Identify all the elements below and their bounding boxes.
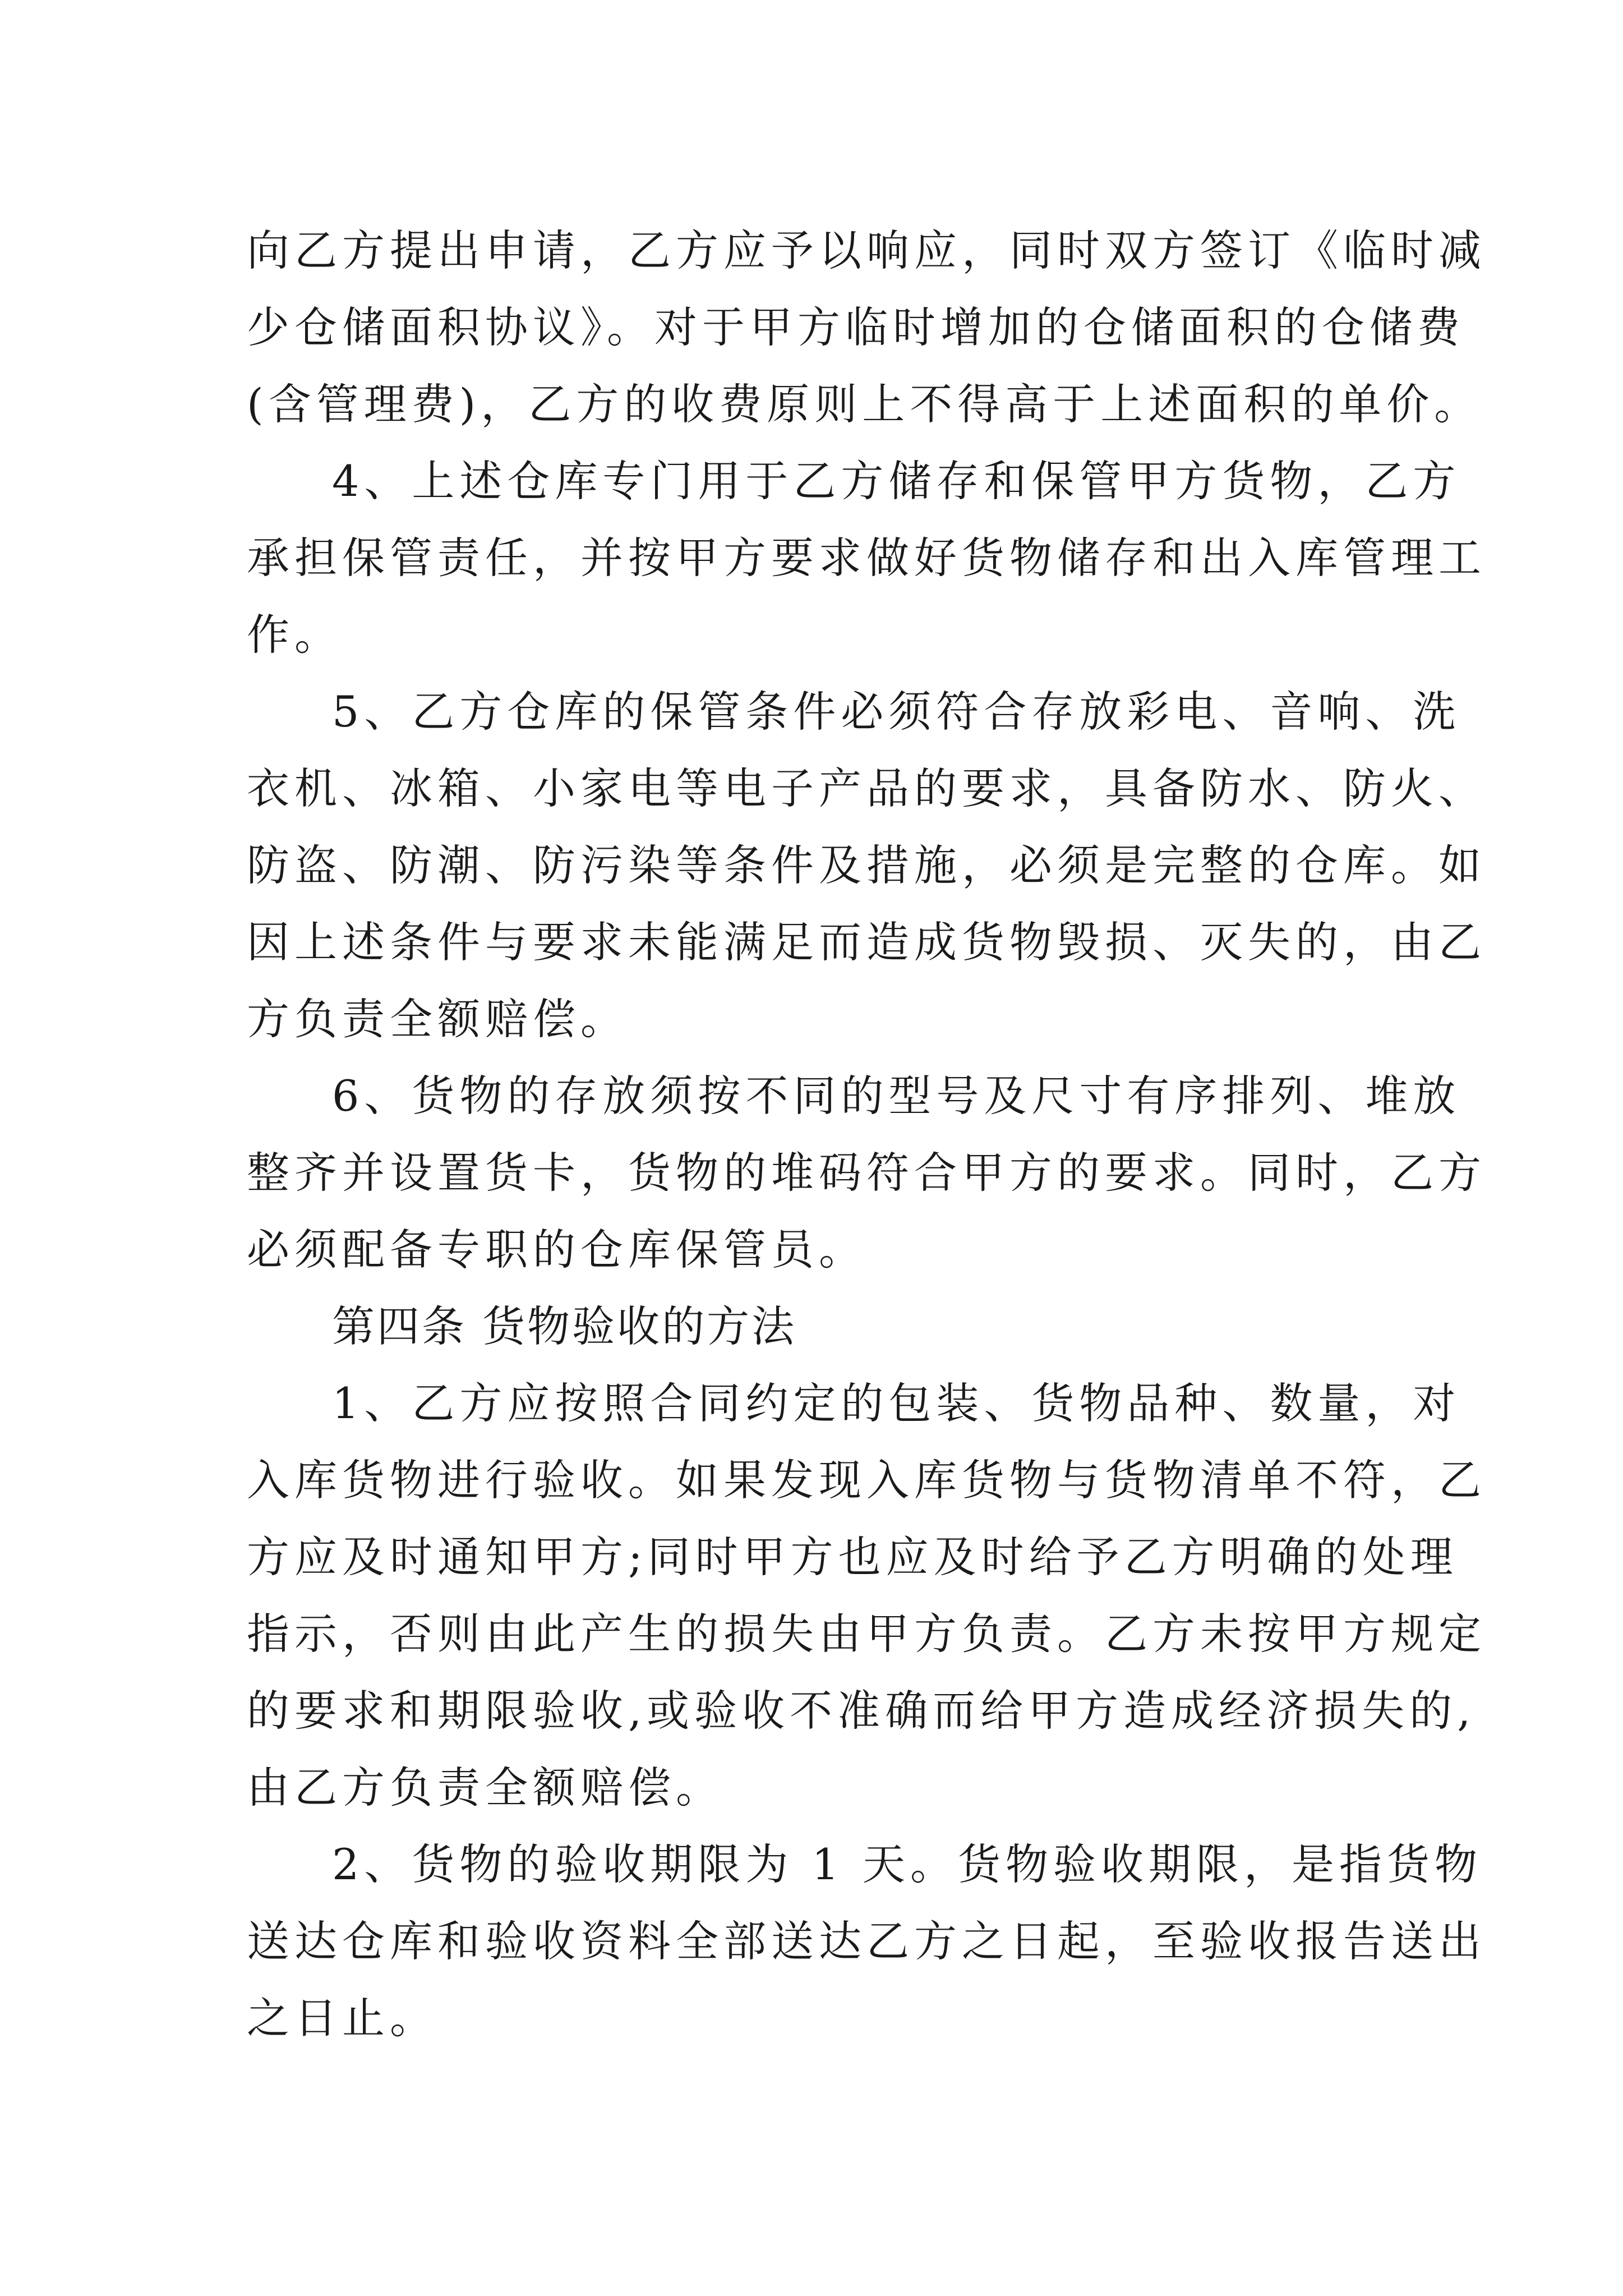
paragraph-line: 入库货物进行验收。如果发现入库货物与货物清单不符，乙 <box>247 1455 1486 1505</box>
paragraph-line: 防盗、防潮、防污染等条件及措施，必须是完整的仓库。如 <box>247 840 1486 890</box>
paragraph-line: 衣机、冰箱、小家电等电子产品的要求，具备防水、防火、 <box>247 763 1486 813</box>
paragraph-line: 6、货物的存放须按不同的型号及尺寸有序排列、堆放 <box>332 1071 1461 1121</box>
paragraph-line: (含管理费)，乙方的收费原则上不得高于上述面积的单价。 <box>247 379 1482 429</box>
paragraph-line: 少仓储面积协议》。对于甲方临时增加的仓储面积的仓储费 <box>247 302 1465 352</box>
paragraph-line: 的要求和期限验收,或验收不准确而给甲方造成经济损失的, <box>247 1686 1476 1736</box>
paragraph-line: 之日止。 <box>247 1993 437 2043</box>
paragraph-line: 2、货物的验收期限为 1 天。货物验收期限，是指货物 <box>332 1839 1483 1889</box>
paragraph-line: 向乙方提出申请，乙方应予以响应，同时双方签订《临时减 <box>247 226 1486 275</box>
document-body <box>247 212 1486 2056</box>
paragraph-line: 5、乙方仓库的保管条件必须符合存放彩电、音响、洗 <box>332 687 1461 737</box>
paragraph-line: 1、乙方应按照合同约定的包装、货物品种、数量，对 <box>332 1378 1461 1428</box>
paragraph-line: 4、上述仓库专门用于乙方储存和保管甲方货物，乙方 <box>332 456 1461 506</box>
paragraph-line: 承担保管责任，并按甲方要求做好货物储存和出入库管理工 <box>247 533 1486 583</box>
paragraph-line: 必须配备专职的仓库保管员。 <box>247 1225 866 1274</box>
paragraph-line: 方负责全额赔偿。 <box>247 994 628 1044</box>
paragraph-line: 由乙方负责全额赔偿。 <box>247 1763 723 1812</box>
paragraph-line: 因上述条件与要求未能满足而造成货物毁损、灭失的，由乙 <box>247 917 1486 967</box>
paragraph-line: 整齐并设置货卡，货物的堆码符合甲方的要求。同时，乙方 <box>247 1148 1486 1198</box>
paragraph-line: 指示，否则由此产生的损失由甲方负责。乙方未按甲方规定 <box>247 1609 1486 1659</box>
paragraph-line: 方应及时通知甲方;同时甲方也应及时给予乙方明确的处理 <box>247 1532 1458 1582</box>
section-heading: 第四条 货物验收的方法 <box>332 1301 797 1351</box>
paragraph-line: 作。 <box>247 610 342 660</box>
paragraph-line: 送达仓库和验收资料全部送达乙方之日起，至验收报告送出 <box>247 1916 1486 1966</box>
